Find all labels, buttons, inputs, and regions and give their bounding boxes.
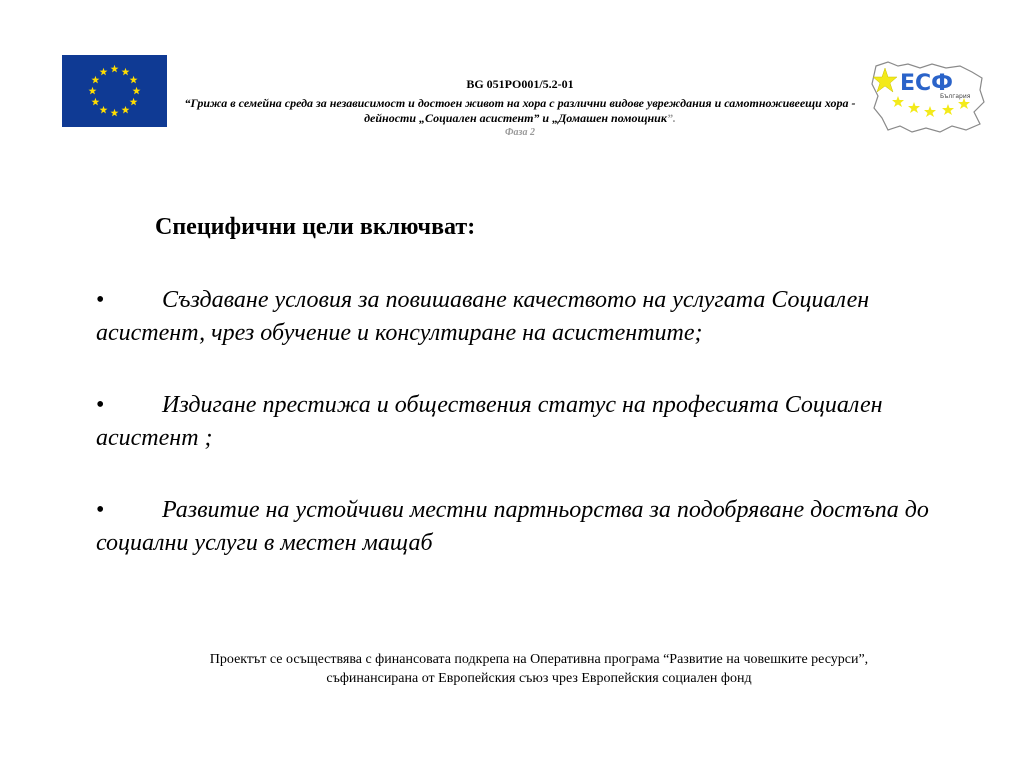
project-title-main: “Грижа в семейна среда за независимост и достоен живот на хора с различни видове увреждания и самотноживеещи хора - дейности „Социален асистент” и „Домашен помощник bbox=[184, 96, 856, 125]
bullet-icon: • bbox=[96, 392, 105, 418]
project-code: BG 051PO001/5.2-01 bbox=[466, 77, 574, 91]
goal-text: Развитие на устойчиви местни партньорства за подобряване достъпа до социални услуги в местен мащаб bbox=[96, 497, 929, 556]
bullet-icon: • bbox=[96, 287, 105, 313]
footer-line-1: Проектът се осъществява с финансовата подкрепа на Оперативна програма “Развитие на човешките ресурси”, bbox=[209, 652, 869, 667]
goal-text: Издигане престижа и обществения статус на професията Социален асистент ; bbox=[96, 392, 883, 451]
funding-footer bbox=[60, 650, 1018, 688]
esf-logo-text: ЕСФ bbox=[900, 71, 953, 96]
goal-text: Създаване условия за повишаване качеството на услугата Социален асистент, чрез обучение и консултиране на асистентите; bbox=[96, 287, 870, 346]
esf-logo bbox=[868, 56, 988, 136]
eu-flag-icon bbox=[62, 55, 167, 127]
project-title bbox=[180, 96, 860, 126]
project-title-tail: ”. bbox=[666, 111, 676, 125]
footer-line-2: съфинансирана от Европейския съюз чрез Европейския социален фонд bbox=[326, 671, 752, 686]
project-header bbox=[180, 76, 860, 139]
goal-item bbox=[96, 494, 976, 560]
bullet-icon: • bbox=[96, 497, 105, 523]
page-title: Специфични цели включват: bbox=[155, 214, 476, 240]
goal-item bbox=[96, 389, 976, 455]
goals-list bbox=[96, 284, 976, 599]
goal-item bbox=[96, 284, 976, 350]
project-phase: Фаза 2 bbox=[505, 127, 535, 138]
esf-logo-subtext: България bbox=[940, 93, 971, 100]
